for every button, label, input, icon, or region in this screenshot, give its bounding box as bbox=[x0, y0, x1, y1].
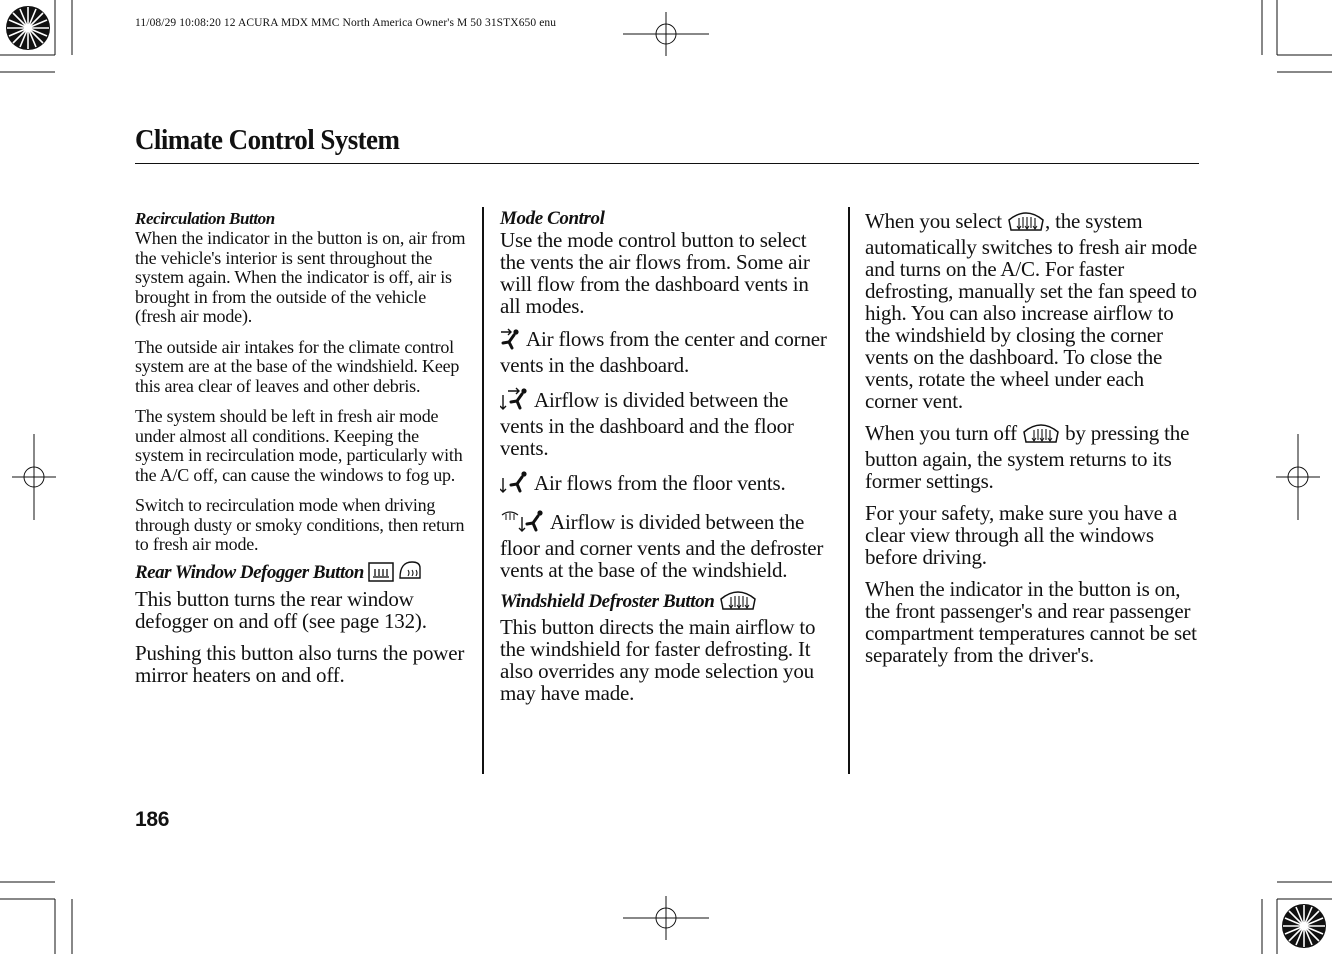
mode-control-heading: Mode Control bbox=[500, 208, 605, 229]
mode-face-text: Air flows from the center and corner vents in the dashboard. bbox=[500, 327, 827, 377]
column-right bbox=[865, 208, 1199, 676]
vent-face-icon bbox=[500, 328, 522, 354]
indicator-paragraph: When the indicator in the button is on, the front passenger's and rear passenger compartment temperatures cannot be set separately from the driver's. bbox=[865, 577, 1197, 667]
mode-face-row bbox=[500, 328, 830, 376]
recirculation-paragraph: When the indicator in the button is on, air from the vehicle's interior is sent throughout the system again. When the indicator is off, air is brought in from the outside of the vehicle (fresh air mode). bbox=[135, 228, 466, 326]
safety-paragraph: For your safety, make sure you have a clear view through all the windows before driving. bbox=[865, 501, 1177, 569]
mode-floor-row bbox=[500, 470, 830, 498]
defroster-select-text: , the system automatically switches to fresh air mode and turns on the A/C. For faster defrosting, manually set the fan speed to high. You can also increase airflow to the windshield by closing the corner vents on the dashboard. To close the vents, rotate the wheel under each corner vent. bbox=[865, 209, 1197, 413]
vent-bilevel-icon bbox=[500, 387, 530, 415]
defroster-paragraph: This button directs the main airflow to the windshield for faster defrosting. It also overrides any mode selection you may have made. bbox=[500, 615, 816, 705]
rear-defogger-heading: Rear Window Defogger Button bbox=[135, 561, 364, 583]
defroster-select-text: When you select bbox=[865, 209, 1002, 233]
rear-defogger-icon bbox=[368, 562, 394, 588]
page-number: 186 bbox=[135, 808, 170, 831]
defroster-heading-row bbox=[500, 589, 830, 616]
defroster-off-text: by pressing the button again, the system returns to its former settings. bbox=[865, 421, 1190, 493]
defroster-icon bbox=[1007, 210, 1045, 236]
vent-floor-icon bbox=[500, 470, 530, 498]
mode-bilevel-row bbox=[500, 387, 830, 459]
recirculation-paragraph: The outside air intakes for the climate control system are at the base of the windshield. Keep this area clear of leaves and other debris. bbox=[135, 336, 460, 396]
recirculation-heading: Recirculation Button bbox=[135, 209, 275, 228]
defroster-heading: Windshield Defroster Button bbox=[500, 591, 715, 612]
mode-bilevel-text: Airflow is divided between the vents in the dashboard and the floor vents. bbox=[500, 388, 794, 460]
defroster-select-paragraph bbox=[865, 210, 1199, 412]
rear-defogger-heading-row bbox=[135, 560, 471, 588]
recirculation-paragraph: The system should be left in fresh air mode under almost all conditions. Keeping the system in recirculation mode, particularly with the A/C off, can cause the windows to fog up. bbox=[135, 406, 463, 485]
page-title: Climate Control System bbox=[135, 124, 400, 156]
column-left bbox=[135, 208, 471, 696]
mode-floor-defrost-text: Airflow is divided between the floor and corner vents and the defroster vents at the base of the windshield. bbox=[500, 510, 824, 582]
defroster-off-paragraph bbox=[865, 422, 1199, 492]
column-middle bbox=[500, 208, 830, 714]
rear-defogger-paragraph: This button turns the rear window defogger on and off (see page 132). bbox=[135, 586, 427, 633]
recirculation-paragraph: Switch to recirculation mode when driving through dusty or smoky conditions, then return to fresh air mode. bbox=[135, 495, 465, 554]
title-divider bbox=[135, 163, 1199, 164]
print-metadata: 11/08/29 10:08:20 12 ACURA MDX MMC North America Owner's M 50 31STX650 enu bbox=[135, 17, 557, 29]
defroster-off-text: When you turn off bbox=[865, 421, 1017, 445]
column-divider bbox=[482, 207, 484, 774]
rear-defogger-paragraph: Pushing this button also turns the power mirror heaters on and off. bbox=[135, 640, 465, 687]
mode-floor-defrost-row bbox=[500, 509, 830, 581]
mode-control-paragraph: Use the mode control button to select the vents the air flows from. Some air will flow from the dashboard vents in all modes. bbox=[500, 228, 810, 318]
column-divider bbox=[848, 207, 850, 774]
mode-floor-text: Air flows from the floor vents. bbox=[534, 471, 786, 495]
mirror-heater-icon bbox=[398, 560, 424, 588]
vent-floor-defrost-icon bbox=[500, 509, 546, 537]
defroster-icon bbox=[1022, 422, 1060, 448]
defroster-icon bbox=[719, 589, 757, 616]
